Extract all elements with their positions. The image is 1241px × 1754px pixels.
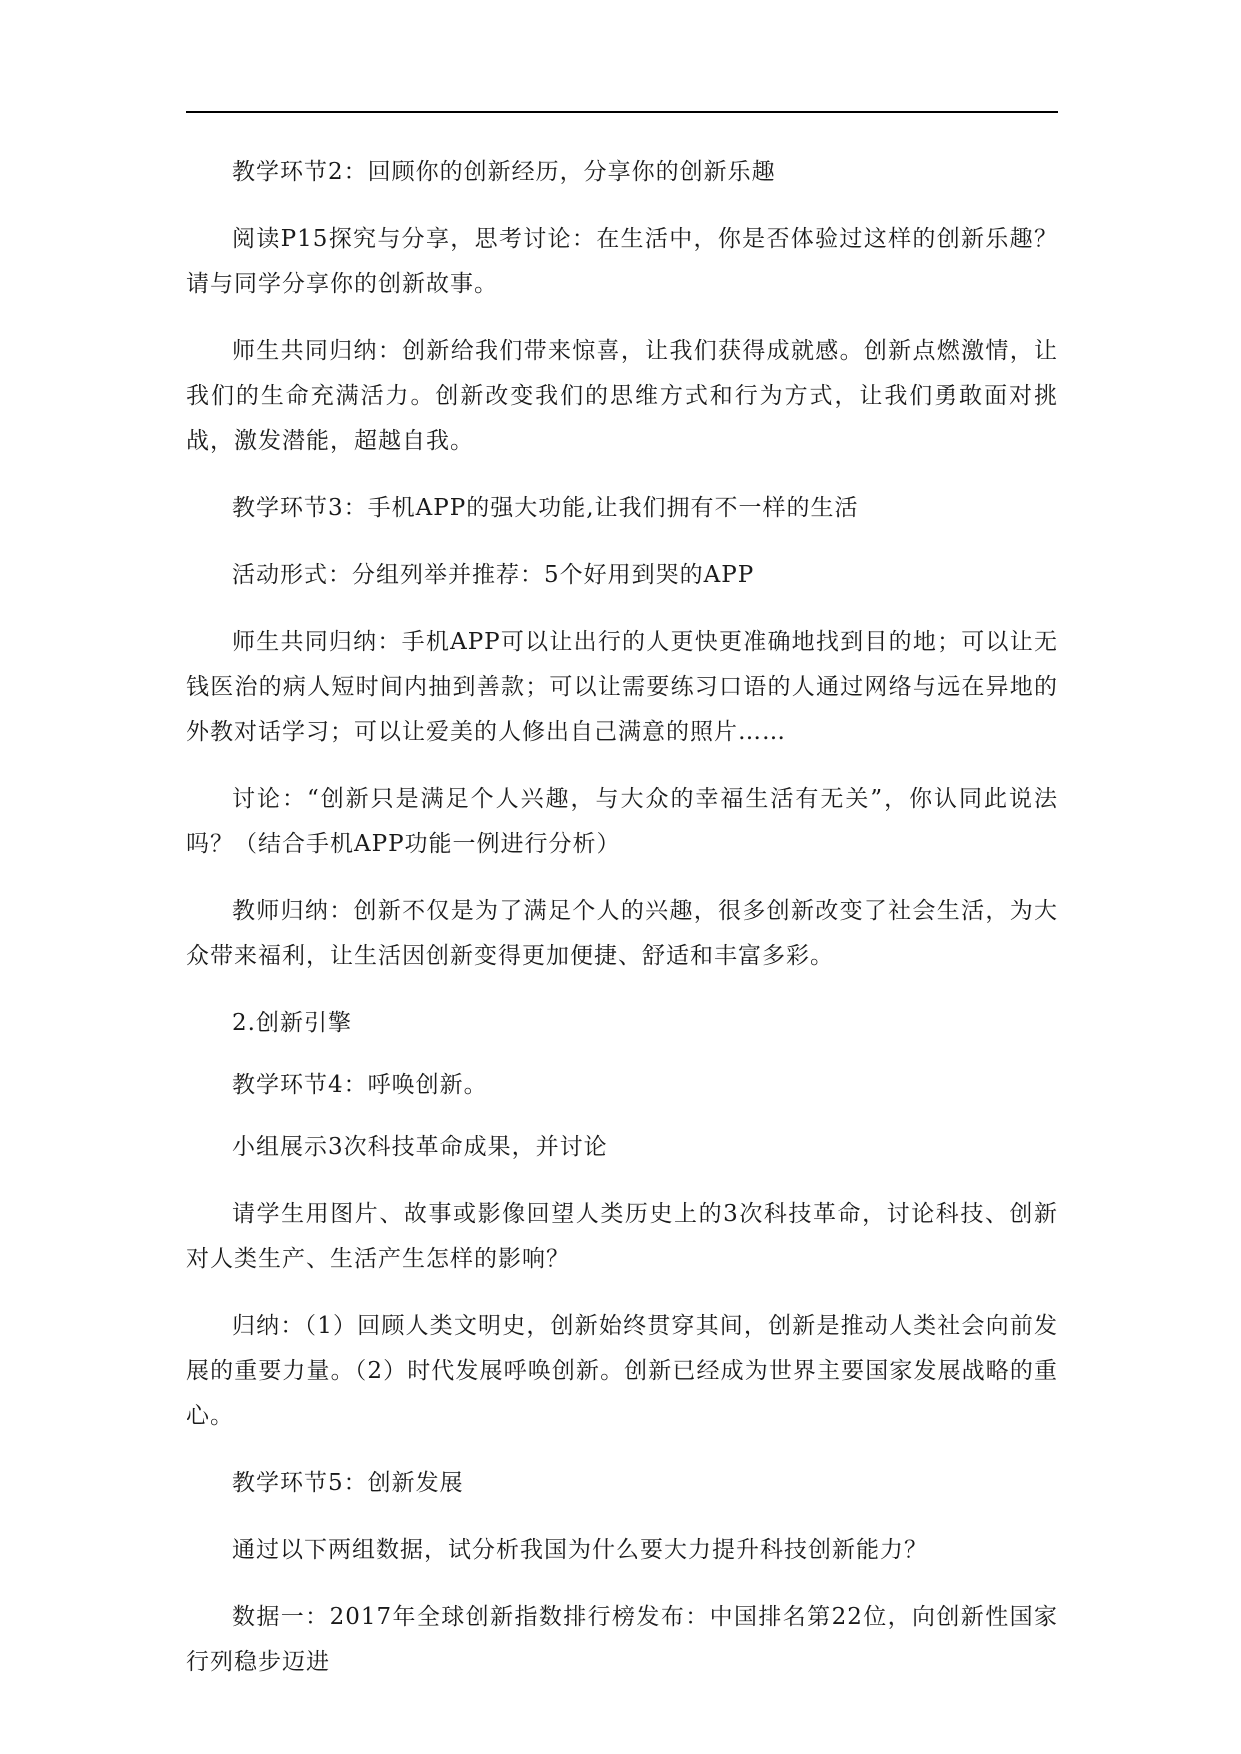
paragraph-heading-innovation-engine: 2.创新引擎 (232, 1010, 352, 1036)
paragraph-section-3-title: 教学环节3：手机APP的强大功能,让我们拥有不一样的生活 (232, 495, 859, 521)
paragraph-teacher-summary: 教师归纳：创新不仅是为了满足个人的兴趣，很多创新改变了社会生活，为大众带来福利，让生活因创新变得更加便捷、舒适和丰富多彩。 (186, 898, 1058, 969)
paragraph-summary-app: 师生共同归纳：手机APP可以让出行的人更快更准确地找到目的地；可以让无钱医治的病人短时间内抽到善款；可以让需要练习口语的人通过网络与远在异地的外教对话学习；可以让爱美的人修出自己满意的照片…… (186, 629, 1058, 745)
paragraph-read-p15: 阅读P15探究与分享，思考讨论：在生活中，你是否体验过这样的创新乐趣？请与同学分享你的创新故事。 (186, 226, 1058, 297)
paragraph-group-show: 小组展示3次科技革命成果，并讨论 (232, 1134, 608, 1160)
paragraph-data-one: 数据一：2017年全球创新指数排行榜发布：中国排名第22位，向创新性国家行列稳步迈进 (186, 1604, 1058, 1675)
paragraph-section-5-title: 教学环节5：创新发展 (232, 1470, 464, 1496)
paragraph-section-2-title: 教学环节2：回顾你的创新经历，分享你的创新乐趣 (232, 159, 776, 185)
document-body (186, 150, 1058, 1707)
paragraph-two-data-groups: 通过以下两组数据，试分析我国为什么要大力提升科技创新能力？ (232, 1537, 928, 1563)
paragraph-activity-form: 活动形式：分组列举并推荐：5个好用到哭的APP (232, 562, 755, 588)
paragraph-discussion: 讨论：“创新只是满足个人兴趣，与大众的幸福生活有无关”，你认同此说法吗？（结合手机APP功能一例进行分析） (186, 786, 1058, 857)
paragraph-tech-revolution: 请学生用图片、故事或影像回望人类历史上的3次科技革命，讨论科技、创新对人类生产、生活产生怎样的影响？ (186, 1201, 1058, 1272)
header-rule (186, 111, 1058, 113)
paragraph-summary-joy: 师生共同归纳：创新给我们带来惊喜，让我们获得成就感。创新点燃激情，让我们的生命充满活力。创新改变我们的思维方式和行为方式，让我们勇敢面对挑战，激发潜能，超越自我。 (186, 338, 1058, 454)
paragraph-section-4-title: 教学环节4：呼唤创新。 (232, 1072, 488, 1098)
paragraph-summary-history: 归纳：（1）回顾人类文明史，创新始终贯穿其间，创新是推动人类社会向前发展的重要力量。（2）时代发展呼唤创新。创新已经成为世界主要国家发展战略的重心。 (186, 1313, 1058, 1429)
